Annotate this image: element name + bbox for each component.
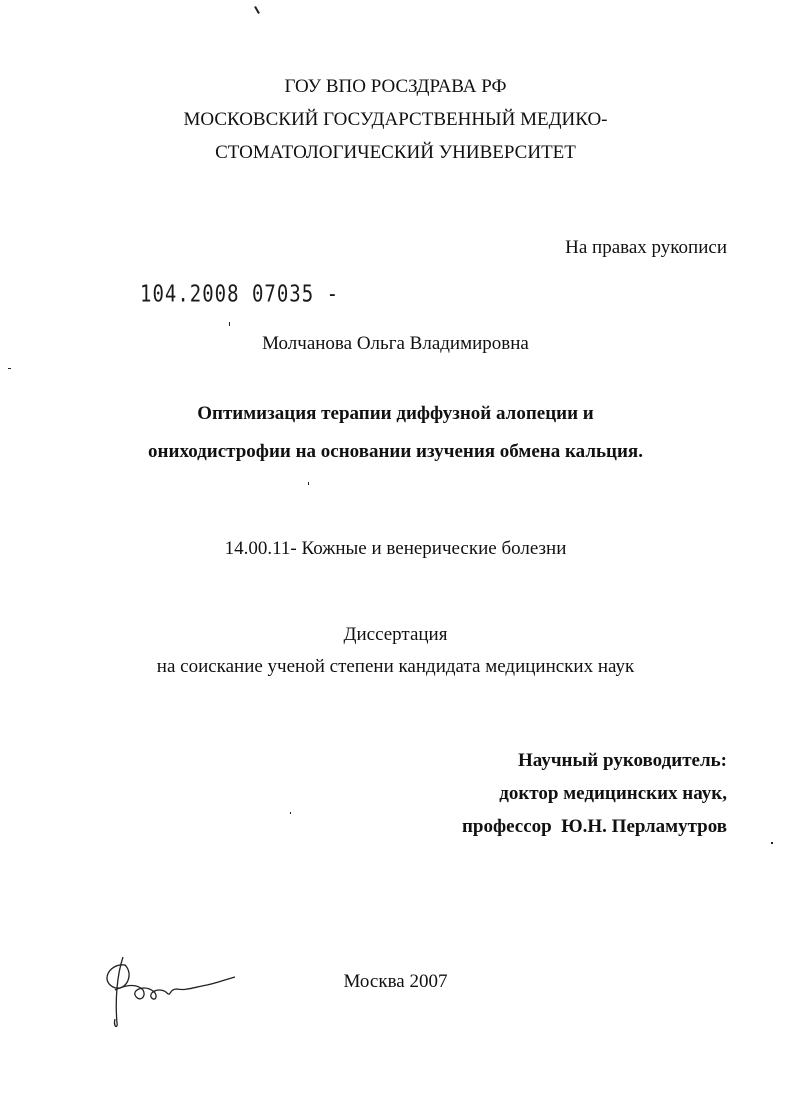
author-name: Молчанова Ольга Владимировна: [262, 333, 529, 354]
thesis-title-line-2: ониходистрофии на основании изучения обмена кальция.: [148, 441, 643, 462]
degree-description: на соискание ученой степени кандидата медицинских наук: [156, 656, 635, 677]
scan-speck: [229, 322, 230, 326]
institution-line-3: СТОМАТОЛОГИЧЕСКИЙ УНИВЕРСИТЕТ: [215, 142, 576, 163]
thesis-title-line-1: Оптимизация терапии диффузной алопеции и: [197, 403, 594, 424]
archive-stamp-number: 104.2008 07035 -: [140, 281, 340, 308]
scan-speck: [8, 368, 11, 369]
institution-line-1: ГОУ ВПО РОСЗДРАВА РФ: [284, 76, 507, 97]
scan-speck: [771, 842, 773, 844]
supervisor-heading: Научный руководитель:: [518, 750, 727, 771]
specialty-code: 14.00.11- Кожные и венерические болезни: [224, 538, 567, 559]
scan-speck: [308, 482, 309, 485]
rights-note: На правах рукописи: [565, 237, 727, 258]
city-year: Москва 2007: [343, 971, 448, 992]
dissertation-label: Диссертация: [343, 624, 448, 645]
scan-speck: [254, 6, 260, 14]
institution-line-2: МОСКОВСКИЙ ГОСУДАРСТВЕННЫЙ МЕДИКО-: [183, 109, 608, 130]
supervisor-degree: доктор медицинских наук,: [499, 783, 727, 804]
scan-speck: [290, 812, 291, 814]
supervisor-name: профессор Ю.Н. Перламутров: [461, 816, 727, 837]
